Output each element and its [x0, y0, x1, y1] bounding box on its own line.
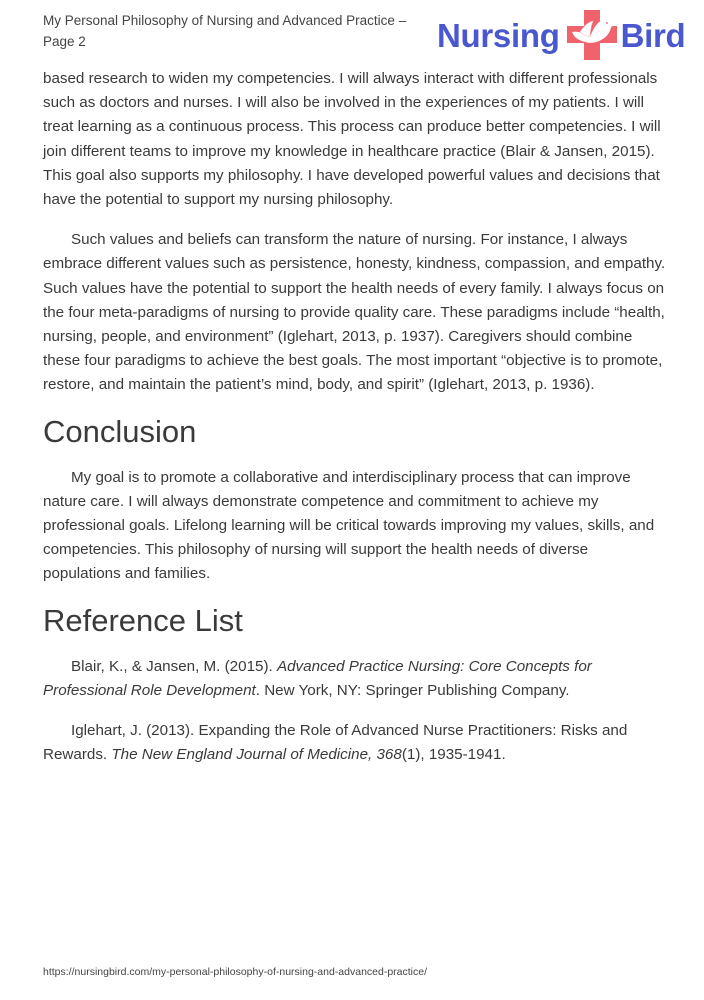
document-body: [43, 67, 668, 783]
document-title: My Personal Philosophy of Nursing and Advanced Practice –: [43, 13, 407, 28]
red-cross-with-dove-icon: [566, 10, 618, 60]
reference-list-heading: Reference List: [43, 602, 243, 638]
conclusion-heading: Conclusion: [43, 413, 197, 449]
reference-authors-title: Iglehart, J. (2013). Expanding the Role of Advanced Nurse Practitioners: Risks and Rewards.: [43, 722, 628, 764]
footer-url-link[interactable]: https://nursingbird.com/my-personal-philosophy-of-nursing-and-advanced-practice/: [43, 966, 428, 978]
reference-book-title: Advanced Practice Nursing: Core Concepts for Professional Role Development: [43, 657, 592, 699]
conclusion-paragraph: My goal is to promote a collaborative and interdisciplinary process that can improve nature care. I will always demonstrate competence and commitment to achieve my professional goals. Lifelong learning will be critical towards improving my values, skills, and competencies. This philosophy of nursing will support the health needs of diverse populations and families.: [43, 468, 655, 583]
body-paragraph-1: based research to widen my competencies. I will always interact with different professionals such as doctors and nurses. I will also be involved in the experiences of my patients. I will treat learning as a continuous process. This process can produce better competencies. I will join different teams to improve my knowledge in healthcare practice (Blair & Jansen, 2015). This goal also supports my philosophy. I have developed powerful values and decisions that have the potential to support my nursing philosophy.: [43, 70, 661, 209]
reference-authors: Blair, K., & Jansen, M. (2015).: [71, 657, 277, 675]
page-header: [43, 10, 443, 52]
page-number: Page 2: [43, 34, 86, 49]
nursingbird-logo[interactable]: [437, 10, 699, 60]
logo-word-nursing: Nursing: [437, 16, 560, 54]
reference-item-2: [43, 719, 668, 767]
reference-journal: The New England Journal of Medicine, 368: [111, 746, 402, 764]
body-paragraph-2: Such values and beliefs can transform the nature of nursing. For instance, I always embrace different values such as persistence, honesty, kindness, compassion, and empathy. Such values have the potential to support the health needs of every family. I always focus on the four meta-paradigms of nursing to provide quality care. These paradigms include “health, nursing, people, and environment” (Iglehart, 2013, p. 1937). Caregivers should combine these four paradigms to achieve the best goals. The most important “objective is to promote, restore, and maintain the patient’s mind, body, and spirit” (Iglehart, 2013, p. 1936).: [43, 231, 666, 394]
reference-issue-pages: (1), 1935-1941.: [401, 746, 506, 764]
reference-item-1: [43, 655, 668, 703]
reference-publisher: . New York, NY: Springer Publishing Company.: [255, 681, 570, 699]
logo-word-bird: Bird: [620, 16, 686, 54]
